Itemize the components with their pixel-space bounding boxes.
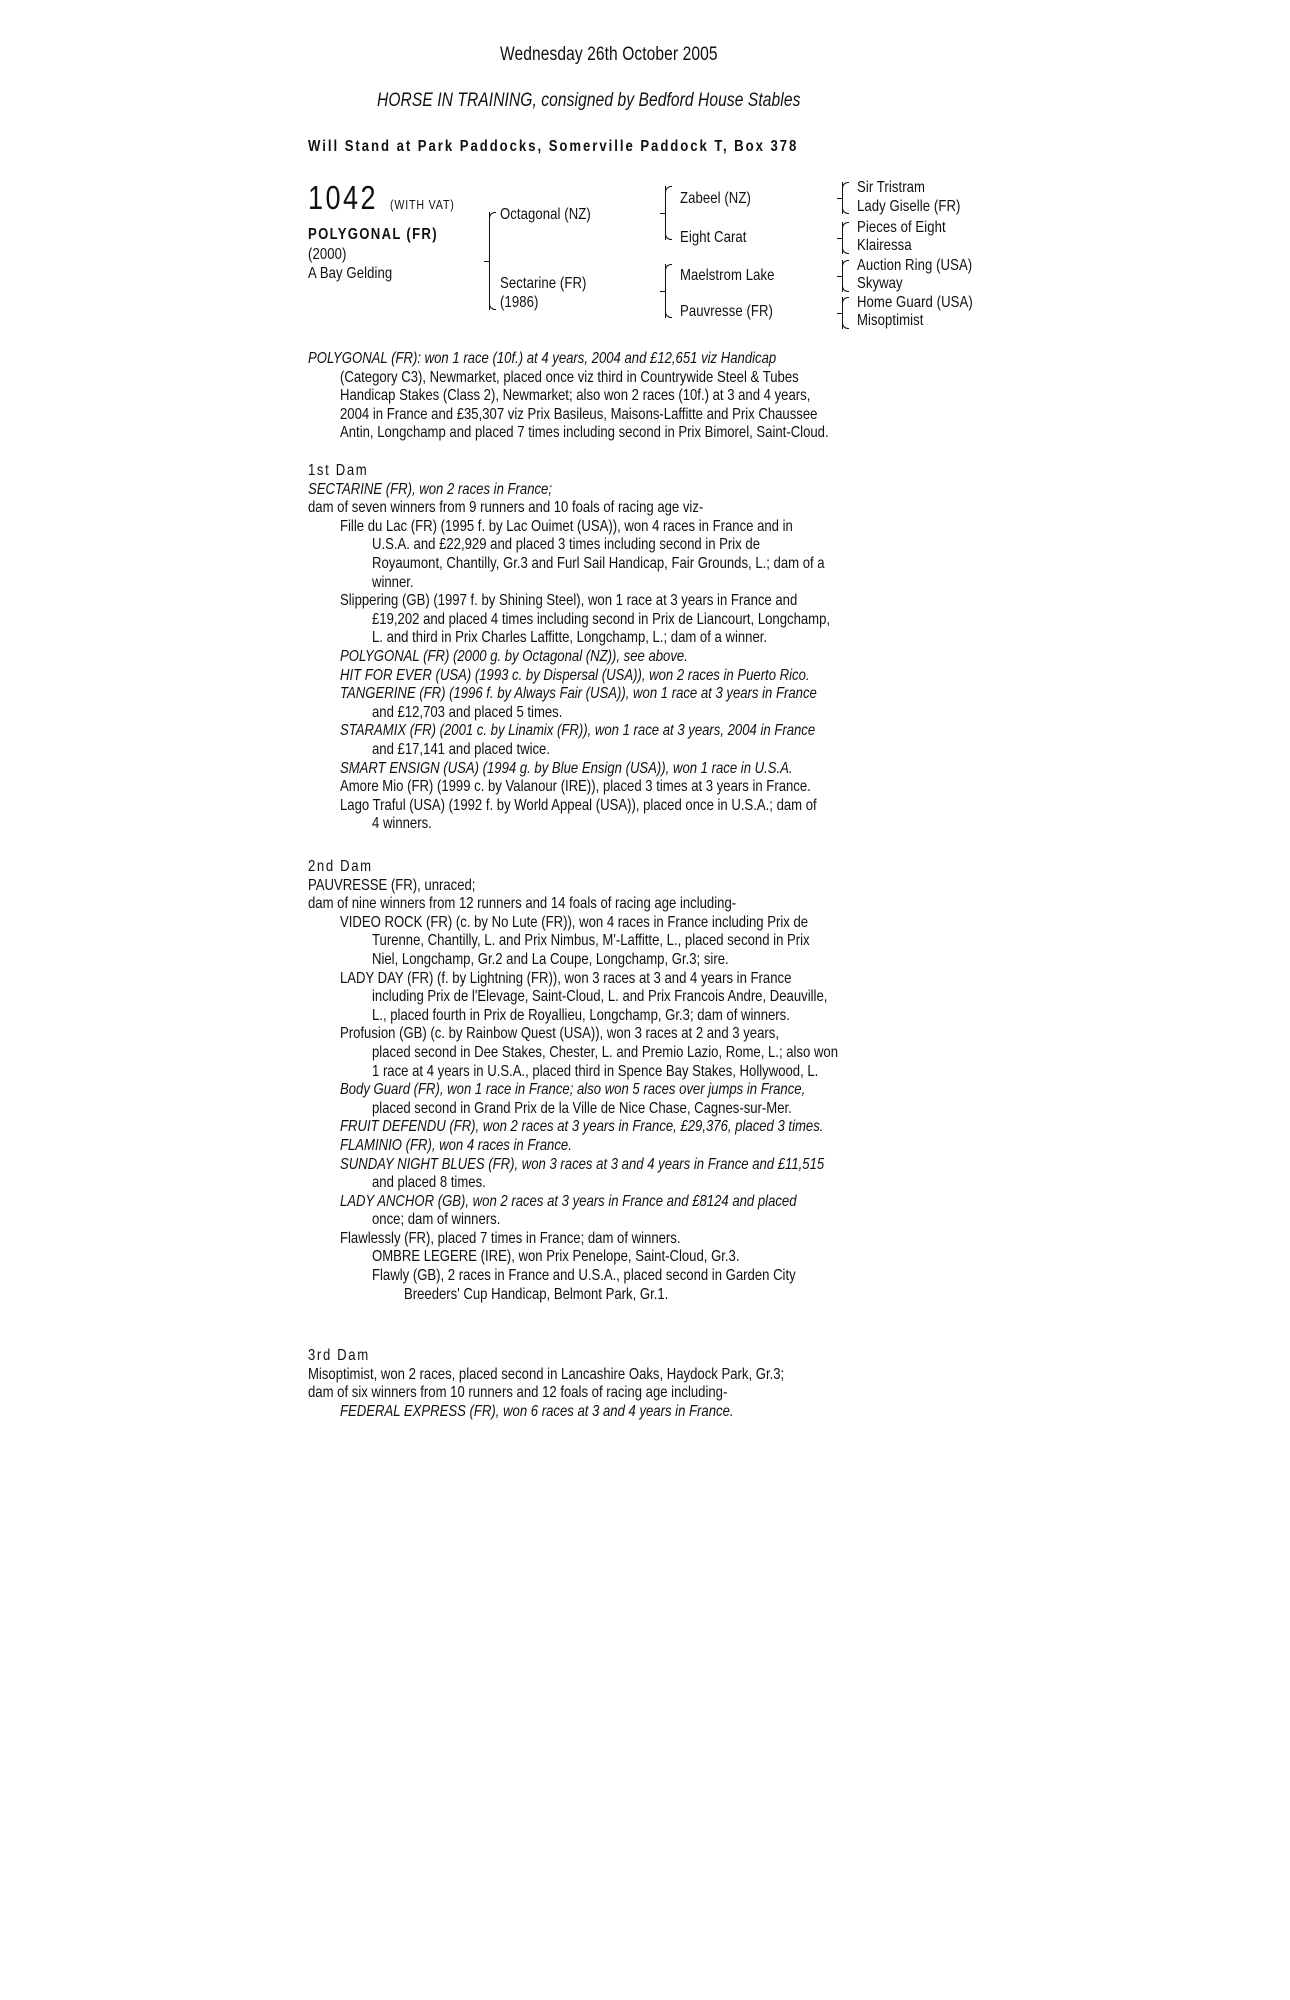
pedigree-brace-g3-1 — [842, 182, 843, 214]
pedigree-brace-sire — [665, 186, 666, 240]
progeny-line: once; dam of winners. — [372, 1211, 501, 1229]
progeny-line: Royaumont, Chantilly, Gr.3 and Furl Sail Handicap, Fair Grounds, L.; dam of a — [372, 554, 825, 572]
horse-name: POLYGONAL (FR) — [308, 226, 438, 243]
lot-number: 1042 — [308, 179, 379, 216]
progeny-line: placed second in Grand Prix de la Ville de Nice Chase, Cagnes-sur-Mer. — [372, 1099, 792, 1117]
progeny-line: FEDERAL EXPRESS (FR), won 6 races at 3 and 4 years in France. — [340, 1402, 734, 1420]
consignment-line: HORSE IN TRAINING, consigned by Bedford House Stables — [377, 90, 801, 111]
progeny-line: Profusion (GB) (c. by Rainbow Quest (USA)), won 3 races at 2 and 3 years, — [340, 1025, 779, 1043]
progeny-line: SUNDAY NIGHT BLUES (FR), won 3 races at 3 and 4 years in France and £11,515 — [340, 1155, 825, 1173]
progeny-line: Body Guard (FR), won 1 race in France; also won 5 races over jumps in France, — [340, 1081, 806, 1099]
progeny-line: 4 winners. — [372, 815, 432, 833]
pedigree-dam: Sectarine (FR) — [500, 275, 587, 292]
pedigree-g3-7: Home Guard (USA) — [857, 294, 973, 311]
pedigree-dam-dam: Pauvresse (FR) — [680, 303, 774, 320]
section-heading: 2nd Dam — [308, 858, 373, 875]
horse-year: (2000) — [308, 246, 347, 263]
pedigree-g3-8: Misoptimist — [857, 312, 924, 329]
progeny-line: HIT FOR EVER (USA) (1993 c. by Dispersal (USA)), won 2 races in Puerto Rico. — [340, 666, 810, 684]
pedigree-brace-g3-3 — [842, 260, 843, 292]
second-dam-section — [308, 858, 1028, 1304]
pedigree-g3-4: Klairessa — [857, 237, 912, 254]
progeny-line: including Prix de l'Elevage, Saint-Cloud, L. and Prix Francois Andre, Deauville, — [372, 988, 828, 1006]
sale-date: Wednesday 26th October 2005 — [500, 44, 718, 65]
pedigree-g3-2: Lady Giselle (FR) — [857, 198, 961, 215]
pedigree-g3-6: Skyway — [857, 275, 903, 292]
progeny-line: OMBRE LEGERE (IRE), won Prix Penelope, Saint-Cloud, Gr.3. — [372, 1248, 740, 1266]
dam-line: dam of seven winners from 9 runners and 10 foals of racing age viz- — [308, 499, 704, 517]
section-heading: 1st Dam — [308, 462, 369, 479]
progeny-line: Flawly (GB), 2 races in France and U.S.A., placed second in Garden City — [372, 1267, 796, 1285]
pedigree-g3-1: Sir Tristram — [857, 179, 926, 196]
summary-line: Antin, Longchamp and placed 7 times including second in Prix Bimorel, Saint-Cloud. — [340, 424, 829, 442]
pedigree-sire-dam: Eight Carat — [680, 229, 747, 246]
pedigree-g3-3: Pieces of Eight — [857, 219, 946, 236]
stand-location: Will Stand at Park Paddocks, Somerville Paddock T, Box 378 — [308, 138, 799, 155]
pedigree-dam-year: (1986) — [500, 294, 539, 311]
progeny-line: £19,202 and placed 4 times including second in Prix de Liancourt, Longchamp, — [372, 610, 831, 628]
progeny-line: and placed 8 times. — [372, 1174, 486, 1192]
progeny-line: STARAMIX (FR) (2001 c. by Linamix (FR)), won 1 race at 3 years, 2004 in France — [340, 722, 816, 740]
progeny-line: POLYGONAL (FR) (2000 g. by Octagonal (NZ)), see above. — [340, 647, 688, 665]
progeny-line: U.S.A. and £22,929 and placed 3 times including second in Prix de — [372, 536, 761, 554]
pedigree-brace-dam — [665, 264, 666, 318]
progeny-line: Amore Mio (FR) (1999 c. by Valanour (IRE)), placed 3 times at 3 years in France. — [340, 778, 811, 796]
horse-description: A Bay Gelding — [308, 265, 393, 282]
section-heading: 3rd Dam — [308, 1347, 370, 1364]
progeny-line: Lago Traful (USA) (1992 f. by World Appeal (USA)), placed once in U.S.A.; dam of — [340, 796, 817, 814]
dam-line: dam of six winners from 10 runners and 12 foals of racing age including- — [308, 1384, 728, 1402]
progeny-line: and £12,703 and placed 5 times. — [372, 703, 563, 721]
dam-line: dam of nine winners from 12 runners and 14 foals of racing age including- — [308, 895, 737, 913]
progeny-line: Fille du Lac (FR) (1995 f. by Lac Ouimet (USA)), won 4 races in France and in — [340, 517, 793, 535]
race-summary — [308, 350, 1028, 443]
progeny-line: LADY DAY (FR) (f. by Lightning (FR)), won 3 races at 3 and 4 years in France — [340, 969, 792, 987]
pedigree-g3-5: Auction Ring (USA) — [857, 257, 973, 274]
pedigree-brace-g3-4 — [842, 297, 843, 329]
summary-line: Handicap Stakes (Class 2), Newmarket; also won 2 races (10f.) at 3 and 4 years, — [340, 387, 811, 405]
dam-line: Misoptimist, won 2 races, placed second in Lancashire Oaks, Haydock Park, Gr.3; — [308, 1365, 785, 1383]
progeny-line: Slippering (GB) (1997 f. by Shining Steel), won 1 race at 3 years in France and — [340, 592, 798, 610]
progeny-line: VIDEO ROCK (FR) (c. by No Lute (FR)), won 4 races in France including Prix de — [340, 913, 809, 931]
dam-line: SECTARINE (FR), won 2 races in France; — [308, 480, 553, 498]
progeny-line: Flawlessly (FR), placed 7 times in France; dam of winners. — [340, 1229, 681, 1247]
progeny-line: LADY ANCHOR (GB), won 2 races at 3 years in France and £8124 and placed — [340, 1192, 797, 1210]
progeny-line: TANGERINE (FR) (1996 f. by Always Fair (USA)), won 1 race at 3 years in France — [340, 685, 817, 703]
pedigree-dam-sire: Maelstrom Lake — [680, 267, 775, 284]
third-dam-section — [308, 1347, 1028, 1421]
first-dam-section — [308, 462, 1028, 834]
progeny-line: and £17,141 and placed twice. — [372, 740, 550, 758]
progeny-line: SMART ENSIGN (USA) (1994 g. by Blue Ensign (USA)), won 1 race in U.S.A. — [340, 759, 793, 777]
pedigree-sire-sire: Zabeel (NZ) — [680, 190, 751, 207]
progeny-line: Niel, Longchamp, Gr.2 and La Coupe, Longchamp, Gr.3; sire. — [372, 950, 729, 968]
progeny-line: placed second in Dee Stakes, Chester, L. and Premio Lazio, Rome, L.; also won — [372, 1043, 839, 1061]
summary-line: 2004 in France and £35,307 viz Prix Basileus, Maisons-Laffitte and Prix Chaussee — [340, 405, 818, 423]
progeny-line: 1 race at 4 years in U.S.A., placed third in Spence Bay Stakes, Hollywood, L. — [372, 1062, 819, 1080]
summary-line: (Category C3), Newmarket, placed once viz third in Countrywide Steel & Tubes — [340, 368, 799, 386]
progeny-line: L. and third in Prix Charles Laffitte, Longchamp, L.; dam of a winner. — [372, 629, 768, 647]
progeny-line: L., placed fourth in Prix de Royallieu, Longchamp, Gr.3; dam of winners. — [372, 1006, 790, 1024]
lot-vat: (WITH VAT) — [390, 197, 455, 212]
summary-line: POLYGONAL (FR): won 1 race (10f.) at 4 years, 2004 and £12,651 viz Handicap — [308, 350, 777, 367]
dam-line: PAUVRESSE (FR), unraced; — [308, 876, 476, 894]
pedigree-sire: Octagonal (NZ) — [500, 206, 591, 223]
pedigree-brace-g3-2 — [842, 222, 843, 254]
progeny-line: FLAMINIO (FR), won 4 races in France. — [340, 1136, 572, 1154]
progeny-line: FRUIT DEFENDU (FR), won 2 races at 3 years in France, £29,376, placed 3 times. — [340, 1118, 824, 1136]
progeny-line: winner. — [372, 573, 414, 591]
pedigree-brace-main — [489, 212, 490, 310]
progeny-line: Turenne, Chantilly, L. and Prix Nimbus, M'-Laffitte, L., placed second in Prix — [372, 932, 810, 950]
progeny-line: Breeders' Cup Handicap, Belmont Park, Gr.1. — [404, 1285, 669, 1303]
